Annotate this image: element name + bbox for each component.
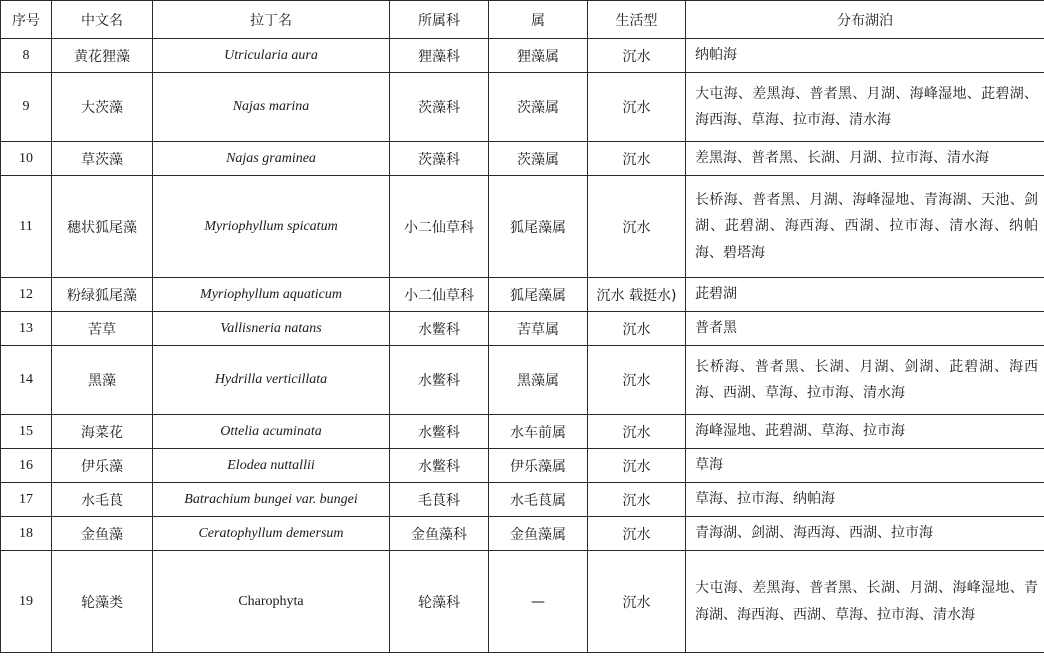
- row-index: 16: [1, 449, 52, 483]
- row-cn-name: 黑藻: [52, 346, 153, 415]
- row-cn-name: 轮藻类: [52, 551, 153, 653]
- row-latin-name: Charophyta: [153, 551, 390, 653]
- row-index: 18: [1, 517, 52, 551]
- table-row: [1, 346, 1044, 415]
- row-index: 11: [1, 176, 52, 278]
- header-genus: 属: [489, 1, 588, 39]
- row-lakes: 草海: [686, 449, 1044, 483]
- row-life-form: 沉水: [588, 142, 686, 176]
- row-index: 12: [1, 278, 52, 312]
- row-lakes: 大屯海、差黑海、普者黑、月湖、海峰湿地、茈碧湖、海西海、草海、拉市海、清水海: [686, 73, 1044, 142]
- row-lakes: 差黑海、普者黑、长湖、月湖、拉市海、清水海: [686, 142, 1044, 176]
- row-genus: 水毛茛属: [489, 483, 588, 517]
- row-cn-name: 金鱼藻: [52, 517, 153, 551]
- table-row: [1, 517, 1044, 551]
- row-lakes: 茈碧湖: [686, 278, 1044, 312]
- row-latin-name: Utricularia aura: [153, 39, 390, 73]
- row-life-form: 沉水: [588, 415, 686, 449]
- row-family: 毛茛科: [390, 483, 489, 517]
- row-family: 狸藻科: [390, 39, 489, 73]
- header-life-form: 生活型: [588, 1, 686, 39]
- row-index: 8: [1, 39, 52, 73]
- row-life-form: 沉水: [588, 449, 686, 483]
- table-row: [1, 312, 1044, 346]
- row-lakes: 长桥海、普者黑、长湖、月湖、剑湖、茈碧湖、海西海、西湖、草海、拉市海、清水海: [686, 346, 1044, 415]
- row-lakes: 普者黑: [686, 312, 1044, 346]
- row-family: 水鳖科: [390, 415, 489, 449]
- row-family: 小二仙草科: [390, 176, 489, 278]
- table-row: [1, 415, 1044, 449]
- header-index: 序号: [1, 1, 52, 39]
- table-row: [1, 551, 1044, 653]
- row-family: 水鳖科: [390, 312, 489, 346]
- header-lakes: 分布湖泊: [686, 1, 1044, 39]
- row-life-form: 沉水: [588, 176, 686, 278]
- table-row: [1, 73, 1044, 142]
- row-index: 13: [1, 312, 52, 346]
- row-family: 水鳖科: [390, 346, 489, 415]
- row-lakes: 草海、拉市海、纳帕海: [686, 483, 1044, 517]
- header-latin-name: 拉丁名: [153, 1, 390, 39]
- row-lakes: 长桥海、普者黑、月湖、海峰湿地、青海湖、天池、剑湖、茈碧湖、海西海、西湖、拉市海、清水海、纳帕海、碧塔海: [686, 176, 1044, 278]
- row-lakes: 青海湖、剑湖、海西海、西湖、拉市海: [686, 517, 1044, 551]
- table-row: [1, 39, 1044, 73]
- row-family: 茨藻科: [390, 73, 489, 142]
- row-life-form: 沉水 载挺水): [588, 278, 686, 312]
- row-genus: 黑藻属: [489, 346, 588, 415]
- row-family: 轮藻科: [390, 551, 489, 653]
- row-life-form: 沉水: [588, 483, 686, 517]
- row-cn-name: 草茨藻: [52, 142, 153, 176]
- row-family: 金鱼藻科: [390, 517, 489, 551]
- row-cn-name: 水毛茛: [52, 483, 153, 517]
- row-genus: 水车前属: [489, 415, 588, 449]
- row-latin-name: Najas graminea: [153, 142, 390, 176]
- row-cn-name: 黄花狸藻: [52, 39, 153, 73]
- row-index: 10: [1, 142, 52, 176]
- row-cn-name: 穗状狐尾藻: [52, 176, 153, 278]
- row-latin-name: Elodea nuttallii: [153, 449, 390, 483]
- row-genus: 伊乐藻属: [489, 449, 588, 483]
- row-cn-name: 伊乐藻: [52, 449, 153, 483]
- row-lakes: 海峰湿地、茈碧湖、草海、拉市海: [686, 415, 1044, 449]
- row-genus: 狐尾藻属: [489, 176, 588, 278]
- table-row: [1, 176, 1044, 278]
- row-latin-name: Hydrilla verticillata: [153, 346, 390, 415]
- row-genus: —: [489, 551, 588, 653]
- row-lakes: 大屯海、差黑海、普者黑、长湖、月湖、海峰湿地、青海湖、海西海、西湖、草海、拉市海、清水海: [686, 551, 1044, 653]
- row-cn-name: 粉绿狐尾藻: [52, 278, 153, 312]
- row-cn-name: 大茨藻: [52, 73, 153, 142]
- row-latin-name: Ottelia acuminata: [153, 415, 390, 449]
- row-index: 15: [1, 415, 52, 449]
- row-index: 17: [1, 483, 52, 517]
- row-life-form: 沉水: [588, 73, 686, 142]
- row-life-form: 沉水: [588, 551, 686, 653]
- row-index: 19: [1, 551, 52, 653]
- row-latin-name: Batrachium bungei var. bungei: [153, 483, 390, 517]
- row-life-form: 沉水: [588, 312, 686, 346]
- row-genus: 茨藻属: [489, 73, 588, 142]
- row-family: 水鳖科: [390, 449, 489, 483]
- table-row: [1, 449, 1044, 483]
- row-genus: 金鱼藻属: [489, 517, 588, 551]
- row-genus: 狐尾藻属: [489, 278, 588, 312]
- row-family: 茨藻科: [390, 142, 489, 176]
- table-row: [1, 278, 1044, 312]
- header-family: 所属科: [390, 1, 489, 39]
- row-lakes: 纳帕海: [686, 39, 1044, 73]
- row-life-form: 沉水: [588, 517, 686, 551]
- row-cn-name: 苦草: [52, 312, 153, 346]
- row-cn-name: 海菜花: [52, 415, 153, 449]
- row-latin-name: Myriophyllum aquaticum: [153, 278, 390, 312]
- header-cn-name: 中文名: [52, 1, 153, 39]
- row-genus: 苦草属: [489, 312, 588, 346]
- row-index: 14: [1, 346, 52, 415]
- row-genus: 茨藻属: [489, 142, 588, 176]
- row-index: 9: [1, 73, 52, 142]
- row-latin-name: Najas marina: [153, 73, 390, 142]
- row-family: 小二仙草科: [390, 278, 489, 312]
- row-life-form: 沉水: [588, 39, 686, 73]
- header-row: [1, 1, 1044, 39]
- row-latin-name: Vallisneria natans: [153, 312, 390, 346]
- row-life-form: 沉水: [588, 346, 686, 415]
- row-genus: 狸藻属: [489, 39, 588, 73]
- table-row: [1, 483, 1044, 517]
- row-latin-name: Ceratophyllum demersum: [153, 517, 390, 551]
- row-latin-name: Myriophyllum spicatum: [153, 176, 390, 278]
- table-row: [1, 142, 1044, 176]
